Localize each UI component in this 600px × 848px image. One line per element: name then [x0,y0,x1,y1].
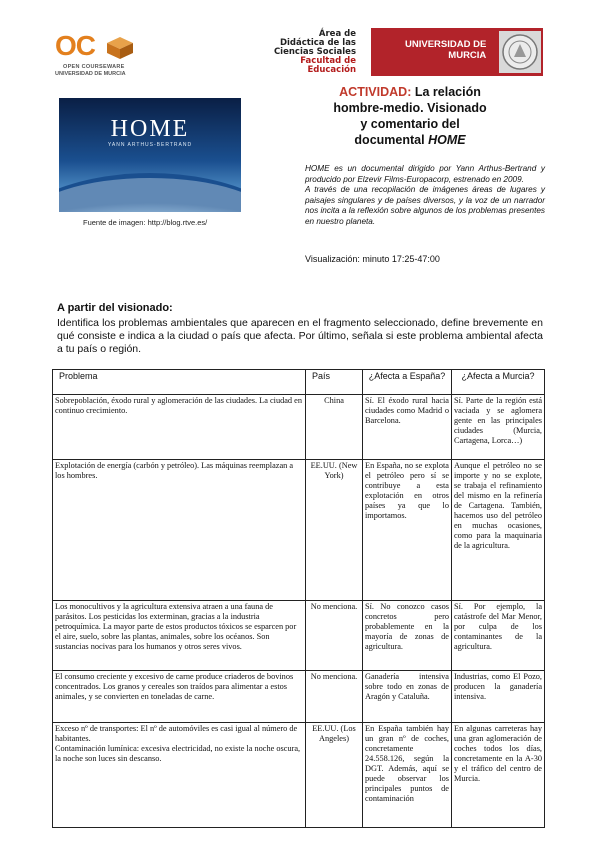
description-p1: HOME es un documental dirigido por Yann Arthus-Bertrand y producido por Elzevir Films-Europacorp, estrenado en 2009. [305,164,545,184]
university-logo [371,28,543,76]
box-icon [103,34,137,60]
cell-pais: No menciona. [306,601,363,671]
cell-problema: Los monocultivos y la agricultura extensiva atraen a una fauna de parásitos. Los pesticidas los exterminan, gracias a la industria petroquímica. La mayor parte de estos productos tóxicos se esparcen por el aire, suelo, sobre las plantas, animales, sobre los océanos. Son sustancias nocivas para los humanos y otros seres vivos. [53,601,306,671]
area-line-1: Área de [318,29,356,39]
cell-pais: EE.UU. (Los Angeles) [306,723,363,828]
table-header-row [53,370,545,395]
cell-problema: Sobrepoblación, éxodo rural y aglomeración de las ciudades. La ciudad en continuo crecimiento. [53,395,306,460]
area-line-2: Didáctica de las [279,38,356,48]
oc-line2: UNIVERSIDAD DE MURCIA [55,71,126,77]
instructions-text: Identifica los problemas ambientales que aparecen en el fragmento seleccionado, define brevemente en qué consiste e indica a la ciudad o país que afecta. Por último, señala si este problema ambiental afecta a tu país o región. [57,317,543,355]
description-p2: A través de una recopilación de imágenes áreas de lugares y paisajes singulares y de países diversos, y la voz de un narrador nos incita a la reflexión sobre algunos de los problemas presentes en nuestro planeta. [305,185,545,226]
table-row [53,671,545,723]
cell-espana: Sí. No conozco casos concretos pero probablemente en la mayoría de zonas de agricultura. [363,601,452,671]
home-poster-image [59,98,241,212]
cell-murcia: En algunas carreteras hay una gran aglomeración de coches todos los días, concretamente en la A-30 y el tráfico del centro de Murcia. [452,723,545,828]
cell-problema: Explotación de energía (carbón y petróleo). Las máquinas reemplazan a los hombres. [53,460,306,601]
header-pais: País [306,370,363,395]
faculty-line-2: Educación [307,65,356,75]
problems-table [52,369,545,828]
description [305,164,545,227]
header-murcia: ¿Afecta a Murcia? [452,370,545,395]
university-line-2: MURCIA [448,50,487,61]
cell-espana: Ganadería intensiva sobre todo en zonas de Aragón y Cataluña. [363,671,452,723]
image-caption: Fuente de imagen: http://blog.rtve.es/ [83,218,208,227]
table-row [53,601,545,671]
poster-subtitle: YANN ARTHUS-BERTRAND [107,142,193,148]
table-row [53,460,545,601]
cell-pais: China [306,395,363,460]
cell-murcia: Sí. Parte de la región está vaciada y se aglomera gente en las principales ciudades (Murcia, Cartagena, Lorca…) [452,395,545,460]
activity-label: ACTIVIDAD: [339,85,412,99]
department-text [258,30,356,75]
cell-problema: Exceso nº de transportes: El nº de automóviles es casi igual al número de habitantes. Contaminación lumínica: excesiva electricidad, no existe la noche oscura, la noche son luces sin descanso. [53,723,306,828]
table-row [53,723,545,828]
oc-line1: OPEN COURSEWARE [63,64,125,70]
visualization-time: Visualización: minuto 17:25-47:00 [305,254,440,264]
university-line-1: UNIVERSIDAD DE [405,39,487,50]
instructions-heading: A partir del visionado: [57,302,173,314]
cell-espana: En España, no se explota el petróleo pero sí se contribuye a esta explotación en otros países ya que lo importamos. [363,460,452,601]
header-problema: Problema [53,370,306,395]
university-name [405,39,486,61]
table-row [53,395,545,460]
cell-murcia: Sí. Por ejemplo, la catástrofe del Mar Menor, por culpa de los contaminantes de la agricultura. [452,601,545,671]
university-seal-icon [499,31,541,73]
cell-problema: El consumo creciente y excesivo de carne produce criaderos de bovinos concentrados. Los granos y cereales son traídos para alimentar a estos animales, y se convierten en toneladas de carne. [53,671,306,723]
cell-espana: Sí. El éxodo rural hacia ciudades como Madrid o Barcelona. [363,395,452,460]
area-line-3: Ciencias Sociales [273,47,356,57]
cell-espana: En España también hay un gran nº de coches, concretamente 24.558.126, según la DGT. Además, aquí se puede observar los principales puntos de contaminación [363,723,452,828]
cell-murcia: Industrias, como El Pozo, producen la ganadería intensiva. [452,671,545,723]
activity-title-text: La relación hombre-medio. Visionado y comentario del documental [333,85,487,147]
cell-pais: EE.UU. (New York) [306,460,363,601]
cell-pais: No menciona. [306,671,363,723]
activity-title [330,84,490,148]
opencourseware-logo [55,30,150,80]
cell-murcia: Aunque el petróleo no se importe y no se explote, se trabaja el refinamiento del mismo en la refinería de Cartagena. También, hacemos uso del petróleo en muchas ocasiones, como para la maquinaria de la agricultura. [452,460,545,601]
activity-title-italic: HOME [428,133,466,147]
faculty-line-1: Facultad de [300,56,356,66]
oc-mark: OC [55,30,95,61]
poster-title: HOME [110,116,190,142]
header-espana: ¿Afecta a España? [363,370,452,395]
